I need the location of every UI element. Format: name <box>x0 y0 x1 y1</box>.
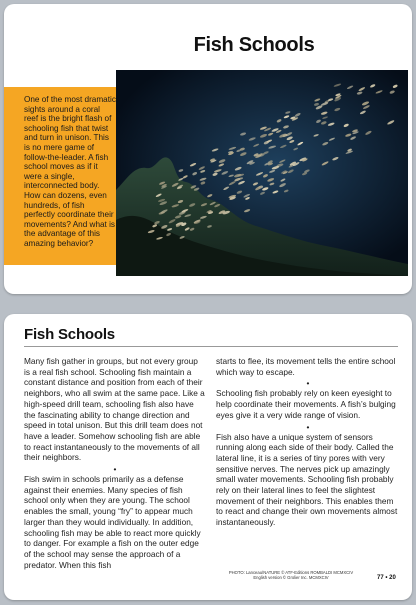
paragraph: Fish also have a unique system of sensors running along each side of their body. Called the lateral line, it is a series of tiny pores with very sensitive nerves. The nerves pick up amazingly small water movements. Schooling fish probably rely on their lateral lines to feel the slightest movement of their neighbors. This enables them to react and change their own movements almost instantaneously. <box>216 431 398 528</box>
copyright-line: English version © Grolier Inc. MCMXCIV <box>253 575 329 581</box>
right-column <box>216 356 400 528</box>
left-column <box>24 356 206 570</box>
bullet-separator: • <box>113 464 117 475</box>
back-title: Fish Schools <box>24 326 115 343</box>
paragraph: Fish swim in schools primarily as a defense against their enemies. Many species of fish school only when they are young. The school enables the small, young “fry” to appear much larger than they would individually. In addition, schooling fish may be able to react more quickly to danger. For example a fish on the outer edge of the school may sense the approach of a predator. When this fish <box>24 474 201 570</box>
bullet-separator: • <box>306 378 310 389</box>
paragraph: Schooling fish probably rely on keen eyesight to help coordinate their movements. A fish’s bulging eyes give it a very wide range of vision. <box>216 388 396 420</box>
reef-fish-photo <box>116 70 408 276</box>
photo-credit-line: PHOTO: Lanceau/NATURE © ATF-Editions ROMBALDI MCMXCIV <box>228 570 354 575</box>
paragraph: starts to flee, its movement tells the entire school which way to escape. <box>216 356 396 377</box>
front-card <box>4 4 412 294</box>
paragraph: Many fish gather in groups, but not every group is a real fish school. Schooling fish maintain a constant distance and position from each of their neighbors, who all swim at the same pace. Like a high-speed drill team, schooling fish also have the fascinating ability to change direction and speed in total unison. But this drill team does not have a leader. Somehow schooling fish are able to react instantaneously to the movements of all their neighbors. <box>24 356 205 463</box>
title-divider <box>24 346 398 347</box>
card-number: 77 • 20 <box>377 575 396 581</box>
front-title: Fish Schools <box>193 34 315 56</box>
intro-text: One of the most dramatic sights around a coral reef is the bright flash of schooling fish that twist and turn in unison. This is no mere game of follow-the-leader. A fish school moves as if it were a single, interconnected body. How can dozens, even hundreds, of fish perfectly coordinate their movements? And what is the advantage of this amazing behavior? <box>24 95 116 248</box>
back-card <box>4 314 412 600</box>
bullet-separator: • <box>306 421 310 432</box>
photo-credit <box>211 570 371 581</box>
reef-fish-illustration <box>116 70 408 276</box>
